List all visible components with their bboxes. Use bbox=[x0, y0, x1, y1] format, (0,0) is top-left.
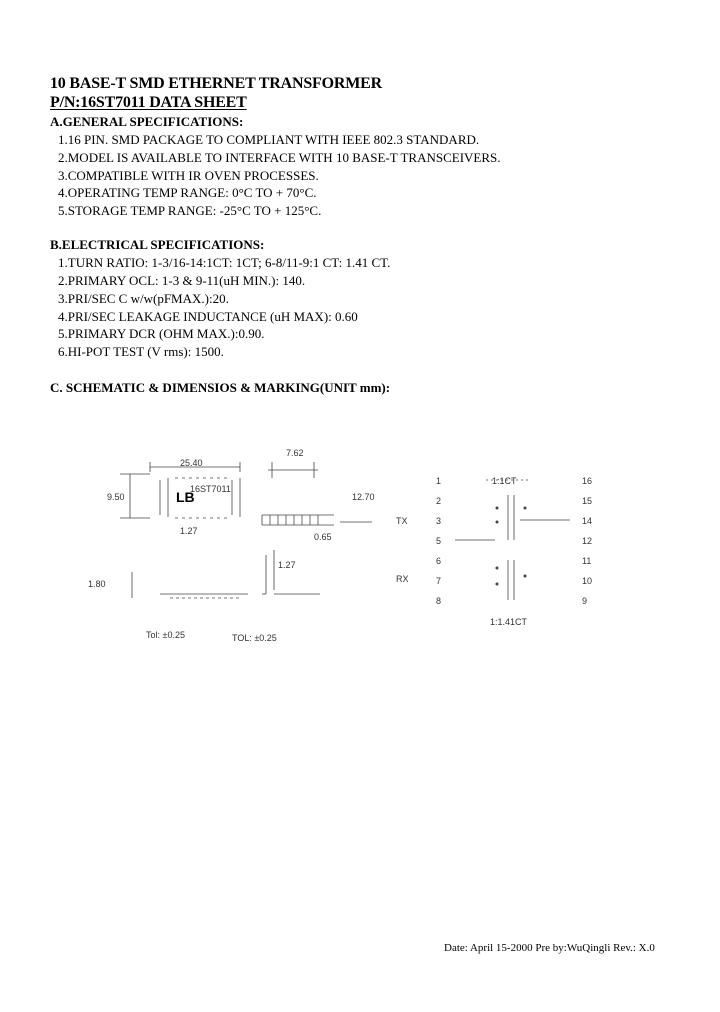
document-footer: Date: April 15-2000 Pre by:WuQingli Rev.: X.0 bbox=[444, 942, 655, 954]
pin-label: 1 bbox=[436, 476, 442, 486]
general-spec-item: 1.16 PIN. SMD PACKAGE TO COMPLIANT WITH IEEE 802.3 STANDARD. bbox=[58, 132, 480, 147]
pin-label: 8 bbox=[436, 596, 442, 606]
document-title: 10 BASE-T SMD ETHERNET TRANSFORMER bbox=[50, 75, 382, 92]
pitch-label: 1.27 bbox=[180, 526, 198, 536]
front-height-label: 1.27 bbox=[278, 560, 296, 570]
tolerance-left: Tol: ±0.25 bbox=[146, 630, 185, 640]
pin-label: 12 bbox=[582, 536, 593, 546]
body-label: 12.70 bbox=[352, 492, 375, 502]
electrical-spec-item: 6.HI-POT TEST (V rms): 1500. bbox=[58, 344, 224, 359]
logo-mark: LB bbox=[176, 489, 195, 505]
lead-label: 0.65 bbox=[314, 532, 332, 542]
top-width-label: 25.40 bbox=[180, 458, 203, 468]
lead-length-label: 1.80 bbox=[88, 579, 106, 589]
pin-label: 15 bbox=[582, 496, 593, 506]
pin-label: 2 bbox=[436, 496, 442, 506]
part-number-mark: 16ST7011 bbox=[190, 484, 231, 494]
tx-ratio-label: 1:1CT bbox=[492, 476, 517, 486]
tx-side-label: TX bbox=[396, 516, 408, 526]
general-spec-item: 5.STORAGE TEMP RANGE: -25°C TO + 125°C. bbox=[58, 203, 322, 218]
general-spec-item: 2.MODEL IS AVAILABLE TO INTERFACE WITH 10 BASE-T TRANSCEIVERS. bbox=[58, 150, 501, 165]
pin-label: 6 bbox=[436, 556, 442, 566]
rx-side-label: RX bbox=[396, 574, 409, 584]
electrical-spec-item: 2.PRIMARY OCL: 1-3 & 9-11(uH MIN.): 140. bbox=[58, 273, 306, 288]
pin-label: 14 bbox=[582, 516, 593, 526]
front-view bbox=[132, 550, 320, 598]
tolerance-right: TOL: ±0.25 bbox=[232, 633, 277, 643]
height-label: 9.50 bbox=[107, 492, 125, 502]
document-subtitle: P/N:16ST7011 DATA SHEET bbox=[50, 94, 247, 111]
transformer-schematic bbox=[455, 480, 570, 600]
winding-dots bbox=[496, 507, 527, 586]
pin-label: 9 bbox=[582, 596, 588, 606]
pin-label: 11 bbox=[582, 556, 592, 566]
general-spec-item: 3.COMPATIBLE WITH IR OVEN PROCESSES. bbox=[58, 168, 319, 183]
electrical-spec-item: 5.PRIMARY DCR (OHM MAX.):0.90. bbox=[58, 326, 265, 341]
general-spec-heading: A.GENERAL SPECIFICATIONS: bbox=[50, 114, 244, 129]
pin-label: 16 bbox=[582, 476, 593, 486]
electrical-spec-item: 3.PRI/SEC C w/w(pFMAX.):20. bbox=[58, 291, 229, 306]
electrical-spec-item: 1.TURN RATIO: 1-3/16-14:1CT: 1CT; 6-8/11-9:1 CT: 1.41 CT. bbox=[58, 255, 391, 270]
pin-label: 5 bbox=[436, 536, 442, 546]
schematic-heading: C. SCHEMATIC & DIMENSIOS & MARKING(UNIT mm): bbox=[50, 380, 391, 395]
pin-label: 7 bbox=[436, 576, 442, 586]
pin-label: 3 bbox=[436, 516, 442, 526]
side-width-label: 7.62 bbox=[286, 448, 304, 458]
pin-label: 10 bbox=[582, 576, 593, 586]
rx-ratio-label: 1:1.41CT bbox=[490, 617, 528, 627]
electrical-spec-heading: B.ELECTRICAL SPECIFICATIONS: bbox=[50, 237, 265, 252]
general-spec-item: 4.OPERATING TEMP RANGE: 0°C TO + 70°C. bbox=[58, 185, 317, 200]
electrical-spec-item: 4.PRI/SEC LEAKAGE INDUCTANCE (uH MAX): 0.60 bbox=[58, 309, 358, 324]
